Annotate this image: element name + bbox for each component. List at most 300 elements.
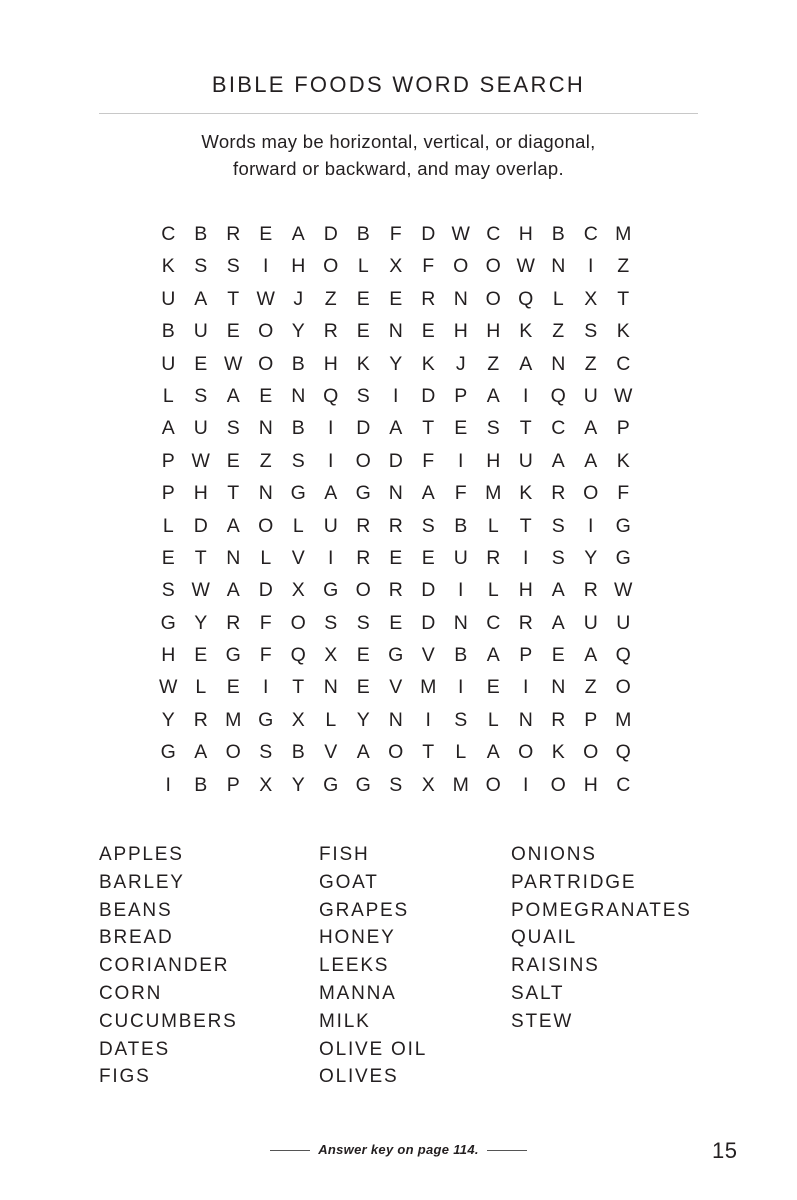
- grid-letter: S: [389, 773, 403, 796]
- grid-letter: L: [487, 514, 499, 537]
- grid-letter: P: [584, 708, 598, 731]
- grid-letter: U: [161, 287, 176, 310]
- grid-letter: C: [616, 352, 631, 375]
- grid-letter: R: [323, 320, 338, 343]
- grid-letter: A: [324, 482, 338, 505]
- grid-letter: I: [165, 773, 171, 796]
- grid-letter: V: [291, 546, 305, 569]
- grid-letter: S: [356, 384, 370, 407]
- grid-letter: X: [291, 579, 305, 602]
- grid-letter: Q: [323, 384, 339, 407]
- grid-letter: M: [225, 708, 242, 731]
- grid-letter: B: [291, 352, 305, 375]
- grid-letter: C: [486, 223, 501, 245]
- grid-letter: R: [193, 708, 208, 731]
- grid-letter: I: [523, 546, 529, 569]
- grid-letter: S: [226, 417, 240, 440]
- grid-letter: O: [518, 741, 534, 764]
- grid-letter: L: [162, 384, 174, 407]
- grid-letter: B: [194, 773, 208, 796]
- grid-letter: T: [422, 417, 435, 440]
- grid-letter: I: [328, 546, 334, 569]
- word-list-item: DATES: [99, 1038, 170, 1060]
- grid-letter: G: [160, 741, 176, 764]
- grid-letter: G: [258, 708, 274, 731]
- grid-letter: M: [615, 708, 632, 731]
- grid-letter: N: [518, 708, 533, 731]
- grid-letter: R: [226, 611, 241, 634]
- word-list-item: MANNA: [319, 982, 397, 1004]
- grid-letter: E: [259, 223, 273, 245]
- word-list-item: CUCUMBERS: [99, 1010, 238, 1032]
- grid-letter: I: [328, 449, 334, 472]
- grid-letter: S: [356, 611, 370, 634]
- grid-letter: I: [458, 449, 464, 472]
- grid-letter: E: [194, 644, 208, 667]
- grid-letter: B: [291, 741, 305, 764]
- word-list-item: OLIVE OIL: [319, 1038, 428, 1060]
- grid-letter: Y: [161, 708, 175, 731]
- instructions-line-1: Words may be horizontal, vertical, or diagonal,: [201, 131, 596, 152]
- grid-letter: O: [485, 287, 501, 310]
- grid-letter: Q: [290, 644, 306, 667]
- grid-letter: D: [421, 223, 436, 245]
- grid-letter: I: [328, 417, 334, 440]
- instructions: [0, 128, 797, 182]
- grid-letter: V: [324, 741, 338, 764]
- grid-letter: W: [159, 676, 178, 699]
- grid-letter: A: [584, 417, 598, 440]
- grid-letter: Z: [552, 320, 565, 343]
- grid-letter: T: [422, 741, 435, 764]
- grid-letter: P: [161, 482, 175, 505]
- grid-letter: T: [292, 676, 305, 699]
- grid-letter: L: [260, 546, 272, 569]
- grid-letter: F: [422, 255, 435, 278]
- grid-letter: O: [550, 773, 566, 796]
- grid-letter: N: [226, 546, 241, 569]
- grid-letter: A: [421, 482, 435, 505]
- grid-letter: D: [388, 449, 403, 472]
- grid-letter: O: [258, 320, 274, 343]
- grid-letter: K: [161, 255, 175, 278]
- left-dash: [270, 1150, 310, 1151]
- grid-letter: L: [162, 514, 174, 537]
- grid-letter: N: [291, 384, 306, 407]
- grid-letter: I: [393, 384, 399, 407]
- grid-letter: R: [486, 546, 501, 569]
- answer-key-text: Answer key on page 114.: [318, 1142, 479, 1157]
- grid-letter: O: [453, 255, 469, 278]
- word-list-item: HONEY: [319, 927, 396, 949]
- grid-letter: A: [584, 644, 598, 667]
- grid-letter: A: [486, 644, 500, 667]
- grid-letter: E: [226, 676, 240, 699]
- grid-letter: A: [551, 611, 565, 634]
- grid-letter: K: [616, 449, 630, 472]
- grid-letter: J: [293, 287, 304, 310]
- grid-letter: I: [523, 384, 529, 407]
- grid-letter: L: [487, 579, 499, 602]
- grid-letter: G: [290, 482, 306, 505]
- grid-letter: D: [421, 579, 436, 602]
- grid-letter: D: [193, 514, 208, 537]
- word-list-item: APPLES: [99, 844, 184, 865]
- grid-letter: S: [161, 579, 175, 602]
- grid-letter: C: [486, 611, 501, 634]
- grid-letter: Y: [584, 546, 598, 569]
- grid-letter: Y: [389, 352, 403, 375]
- word-list-item: BEANS: [99, 899, 173, 921]
- grid-letter: T: [227, 287, 240, 310]
- grid-letter: S: [584, 320, 598, 343]
- grid-letter: R: [583, 579, 598, 602]
- grid-letter: Q: [550, 384, 566, 407]
- grid-letter: U: [453, 546, 468, 569]
- grid-letter: X: [421, 773, 435, 796]
- word-list-item: GOAT: [319, 871, 379, 893]
- grid-letter: M: [485, 482, 502, 505]
- grid-letter: E: [454, 417, 468, 440]
- grid-letter: T: [617, 287, 630, 310]
- grid-letter: S: [226, 255, 240, 278]
- grid-letter: B: [454, 514, 468, 537]
- grid-letter: D: [421, 611, 436, 634]
- grid-letter: O: [583, 741, 599, 764]
- grid-letter: O: [485, 773, 501, 796]
- grid-letter: S: [259, 741, 273, 764]
- grid-letter: N: [323, 676, 338, 699]
- grid-letter: H: [291, 255, 306, 278]
- grid-letter: X: [389, 255, 403, 278]
- grid-letter: U: [583, 611, 598, 634]
- grid-letter: N: [551, 352, 566, 375]
- grid-letter: Q: [615, 644, 631, 667]
- grid-letter: U: [583, 384, 598, 407]
- grid-letter: O: [583, 482, 599, 505]
- grid-letter: K: [616, 320, 630, 343]
- grid-letter: L: [195, 676, 207, 699]
- grid-letter: E: [389, 287, 403, 310]
- grid-letter: N: [551, 255, 566, 278]
- word-list-item: QUAIL: [511, 927, 578, 949]
- grid-letter: O: [355, 449, 371, 472]
- grid-letter: T: [519, 417, 532, 440]
- grid-letter: W: [614, 384, 633, 407]
- grid-letter: H: [583, 773, 598, 796]
- title-divider: [99, 113, 698, 114]
- grid-letter: L: [292, 514, 304, 537]
- word-list-item: GRAPES: [319, 899, 409, 921]
- grid-letter: P: [519, 644, 533, 667]
- word-list-item: POMEGRANATES: [511, 899, 692, 921]
- grid-letter: G: [160, 611, 176, 634]
- grid-letter: I: [588, 255, 594, 278]
- grid-letter: C: [616, 773, 631, 796]
- grid-letter: B: [194, 223, 208, 245]
- grid-letter: A: [226, 514, 240, 537]
- grid-letter: O: [615, 676, 631, 699]
- grid-letter: Y: [291, 773, 305, 796]
- grid-letter: N: [453, 611, 468, 634]
- grid-letter: E: [356, 644, 370, 667]
- grid-letter: A: [584, 449, 598, 472]
- grid-letter: F: [422, 449, 435, 472]
- grid-letter: S: [486, 417, 500, 440]
- grid-letter: O: [355, 579, 371, 602]
- grid-letter: W: [191, 579, 210, 602]
- grid-letter: D: [258, 579, 273, 602]
- grid-letter: N: [388, 482, 403, 505]
- grid-letter: G: [355, 482, 371, 505]
- grid-letter: U: [518, 449, 533, 472]
- grid-letter: G: [615, 514, 631, 537]
- word-list-column-1: [99, 841, 238, 1091]
- grid-letter: X: [324, 644, 338, 667]
- word-list-item: BREAD: [99, 927, 174, 949]
- grid-letter: S: [454, 708, 468, 731]
- grid-letter: A: [519, 352, 533, 375]
- grid-letter: Y: [356, 708, 370, 731]
- word-list-item: STEW: [511, 1010, 574, 1032]
- grid-letter: Q: [518, 287, 534, 310]
- grid-letter: B: [454, 644, 468, 667]
- grid-letter: I: [458, 676, 464, 699]
- grid-letter: L: [487, 708, 499, 731]
- grid-letter: X: [584, 287, 598, 310]
- right-dash: [487, 1150, 527, 1151]
- grid-letter: W: [516, 255, 535, 278]
- answer-key-note: [0, 1142, 797, 1157]
- grid-letter: T: [227, 482, 240, 505]
- grid-letter: W: [191, 449, 210, 472]
- grid-letter: T: [519, 514, 532, 537]
- grid-letter: B: [161, 320, 175, 343]
- grid-letter: O: [485, 255, 501, 278]
- grid-letter: O: [388, 741, 404, 764]
- grid-letter: I: [425, 708, 431, 731]
- grid-letter: G: [323, 773, 339, 796]
- grid-letter: L: [357, 255, 369, 278]
- grid-letter: Z: [584, 352, 597, 375]
- grid-letter: I: [263, 676, 269, 699]
- page-footer: [0, 1138, 797, 1168]
- grid-letter: E: [421, 320, 435, 343]
- grid-letter: I: [523, 676, 529, 699]
- grid-letter: N: [388, 708, 403, 731]
- grid-letter: Y: [194, 611, 208, 634]
- grid-letter: R: [388, 514, 403, 537]
- grid-letter: A: [551, 579, 565, 602]
- grid-letter: O: [225, 741, 241, 764]
- grid-letter: M: [420, 676, 437, 699]
- grid-letter: K: [356, 352, 370, 375]
- grid-letter: F: [259, 611, 272, 634]
- grid-letter: H: [453, 320, 468, 343]
- grid-letter: W: [451, 223, 470, 245]
- grid-letter: S: [551, 546, 565, 569]
- grid-letter: I: [263, 255, 269, 278]
- grid-letter: C: [161, 223, 176, 245]
- word-list-item: RAISINS: [511, 955, 600, 977]
- grid-letter: B: [551, 223, 565, 245]
- grid-letter: E: [389, 611, 403, 634]
- grid-letter: S: [194, 384, 208, 407]
- grid-letter: E: [226, 320, 240, 343]
- grid-letter: H: [486, 449, 501, 472]
- instructions-line-2: forward or backward, and may overlap.: [233, 158, 564, 179]
- grid-letter: E: [356, 287, 370, 310]
- grid-letter: A: [389, 417, 403, 440]
- word-list: [0, 841, 797, 1101]
- grid-letter: F: [389, 223, 402, 245]
- grid-letter: F: [617, 482, 630, 505]
- page-number: 15: [712, 1138, 738, 1163]
- grid-letter: N: [258, 482, 273, 505]
- grid-letter: E: [194, 352, 208, 375]
- grid-letter: O: [258, 352, 274, 375]
- grid-letter: R: [226, 223, 241, 245]
- grid-letter: W: [256, 287, 275, 310]
- grid-letter: Z: [584, 676, 597, 699]
- grid-letter: G: [323, 579, 339, 602]
- grid-letter: W: [224, 352, 243, 375]
- grid-letter: Z: [324, 287, 337, 310]
- grid-letter: W: [614, 579, 633, 602]
- grid-letter: S: [324, 611, 338, 634]
- word-list-item: FIGS: [99, 1066, 151, 1088]
- word-list-item: MILK: [319, 1010, 371, 1032]
- grid-letter: R: [551, 708, 566, 731]
- grid-letter: E: [421, 546, 435, 569]
- grid-letter: S: [551, 514, 565, 537]
- grid-letter: N: [258, 417, 273, 440]
- grid-letter: K: [519, 320, 533, 343]
- grid-letter: P: [226, 773, 240, 796]
- grid-letter: C: [551, 417, 566, 440]
- grid-letter: R: [551, 482, 566, 505]
- grid-letter: G: [355, 773, 371, 796]
- grid-letter: J: [455, 352, 466, 375]
- grid-letter: R: [356, 514, 371, 537]
- grid-letter: Z: [487, 352, 500, 375]
- word-list-item: CORN: [99, 982, 163, 1004]
- grid-letter: E: [161, 546, 175, 569]
- grid-letter: U: [193, 417, 208, 440]
- grid-letter: M: [452, 773, 469, 796]
- grid-letter: A: [194, 287, 208, 310]
- grid-letter: H: [518, 223, 533, 245]
- grid-letter: U: [616, 611, 631, 634]
- grid-letter: I: [588, 514, 594, 537]
- grid-letter: X: [259, 773, 273, 796]
- grid-letter: A: [551, 449, 565, 472]
- grid-letter: Y: [291, 320, 305, 343]
- grid-letter: U: [193, 320, 208, 343]
- grid-letter: D: [421, 384, 436, 407]
- grid-letter: I: [523, 773, 529, 796]
- word-list-item: ONIONS: [511, 844, 597, 865]
- grid-letter: Z: [617, 255, 630, 278]
- word-list-column-3: [511, 841, 692, 1036]
- grid-letter: H: [161, 644, 176, 667]
- grid-letter: E: [389, 546, 403, 569]
- grid-letter: N: [388, 320, 403, 343]
- grid-letter: R: [356, 546, 371, 569]
- grid-letter: O: [323, 255, 339, 278]
- grid-letter: B: [356, 223, 370, 245]
- letter-grid: [152, 218, 640, 801]
- grid-letter: X: [291, 708, 305, 731]
- grid-letter: R: [518, 611, 533, 634]
- grid-letter: V: [421, 644, 435, 667]
- grid-letter: A: [194, 741, 208, 764]
- grid-letter: T: [194, 546, 207, 569]
- grid-letter: A: [226, 384, 240, 407]
- grid-letter: H: [323, 352, 338, 375]
- grid-letter: O: [290, 611, 306, 634]
- grid-letter: G: [388, 644, 404, 667]
- grid-letter: P: [454, 384, 468, 407]
- grid-letter: K: [421, 352, 435, 375]
- grid-letter: L: [552, 287, 564, 310]
- grid-letter: A: [226, 579, 240, 602]
- word-list-item: BARLEY: [99, 871, 185, 893]
- grid-letter: E: [226, 449, 240, 472]
- grid-letter: K: [519, 482, 533, 505]
- grid-letter: E: [356, 676, 370, 699]
- grid-letter: U: [161, 352, 176, 375]
- grid-letter: E: [259, 384, 273, 407]
- page-title: BIBLE FOODS WORD SEARCH: [211, 72, 586, 97]
- grid-letter: G: [615, 546, 631, 569]
- grid-letter: B: [291, 417, 305, 440]
- grid-letter: R: [421, 287, 436, 310]
- grid-letter: L: [455, 741, 467, 764]
- grid-letter: F: [259, 644, 272, 667]
- grid-letter: G: [225, 644, 241, 667]
- grid-letter: U: [323, 514, 338, 537]
- grid-letter: Q: [615, 741, 631, 764]
- word-list-item: OLIVES: [319, 1066, 399, 1088]
- grid-letter: I: [458, 579, 464, 602]
- grid-letter: R: [388, 579, 403, 602]
- word-list-item: SALT: [511, 982, 565, 1004]
- grid-letter: O: [258, 514, 274, 537]
- grid-letter: H: [518, 579, 533, 602]
- grid-letter: A: [291, 223, 305, 245]
- grid-letter: A: [486, 741, 500, 764]
- grid-letter: S: [194, 255, 208, 278]
- grid-letter: D: [356, 417, 371, 440]
- word-list-item: FISH: [319, 844, 370, 865]
- grid-letter: H: [193, 482, 208, 505]
- grid-letter: S: [291, 449, 305, 472]
- grid-letter: A: [161, 417, 175, 440]
- grid-letter: A: [356, 741, 370, 764]
- grid-letter: E: [356, 320, 370, 343]
- grid-letter: V: [389, 676, 403, 699]
- word-list-item: CORIANDER: [99, 955, 230, 977]
- grid-letter: P: [616, 417, 630, 440]
- grid-letter: A: [486, 384, 500, 407]
- grid-letter: N: [551, 676, 566, 699]
- word-list-item: LEEKS: [319, 955, 390, 977]
- grid-letter: M: [615, 223, 632, 245]
- grid-letter: H: [486, 320, 501, 343]
- grid-letter: F: [454, 482, 467, 505]
- word-list-item: PARTRIDGE: [511, 871, 637, 893]
